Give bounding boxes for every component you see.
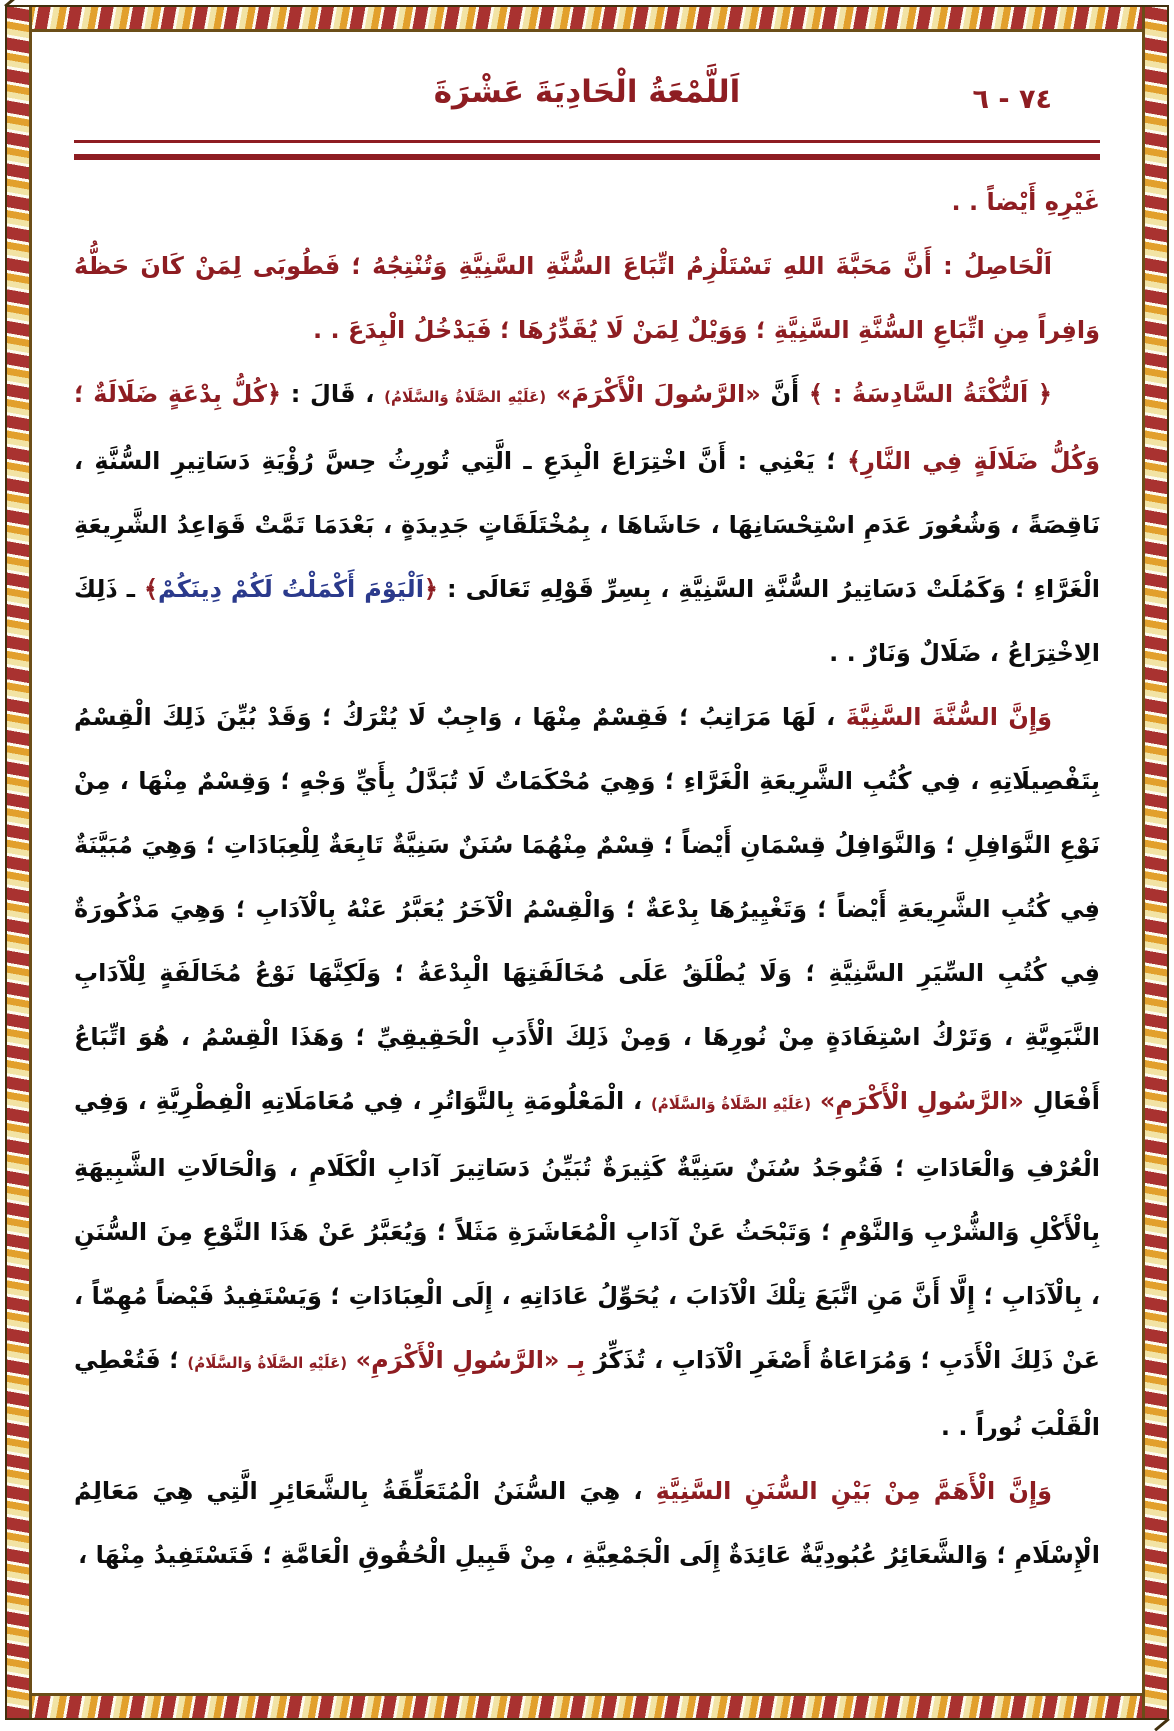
text-run: اَلْحَاصِلُ : أَنَّ مَحَبَّةَ اللهِ تَسْتَلْزِمُ اتِّبَاعَ السُّنَّةِ السَّنِيَّةِ وَتُنْتِجُهُ ؛ فَطُوبَى لِمَنْ كَانَ حَظُّهُ وَافِراً مِنِ اتِّبَاعِ السُّنَّةِ السَّنِيَّةِ ؛ وَوَيْلٌ لِمَنْ لَا يُقَدِّرُهَا ؛ فَيَدْخُلُ الْبِدَعَ . . [74, 252, 1100, 344]
ornate-bracket-close: ﴾ [143, 575, 158, 603]
salawat-roundel: (عَلَيْهِ الصَّلَاةُ وَالسَّلَامُ) [650, 1095, 812, 1113]
page-title: اَللَّمْعَةُ الْحَادِيَةَ عَشْرَةَ [433, 74, 741, 110]
ornate-bracket-open: ﴿ [423, 575, 438, 603]
paragraph-shaair [74, 1459, 1100, 1587]
salawat-roundel: (عَلَيْهِ الصَّلَاةُ وَالسَّلَامُ) [187, 1354, 348, 1372]
text-run: غَيْرِهِ أَيْضاً . . [951, 188, 1100, 216]
text-run: ؛ فَتُعْطِي الْقَلْبَ نُوراً . . [74, 1346, 1100, 1441]
page-content [32, 32, 1142, 1693]
text-run: ؛ يَعْنِي : أَنَّ اخْتِرَاعَ الْبِدَعِ ـ الَّتِي تُورِثُ حِسَّ رُؤْيَةِ دَسَاتِيرِ السُّنَّةِ ، نَاقِصَةً ، وَشُعُورَ عَدَمِ اسْتِحْسَانِهَا ، حَاشَاهَا ، بِمُخْتَلَقَاتٍ جَدِيدَةٍ ، بَعْدَمَا تَمَّتْ قَوَاعِدُ الشَّرِيعَةِ الْغَرَّاءِ ؛ وَكَمُلَتْ دَسَاتِيرُ السُّنَّةِ السَّنِيَّةِ ، بِسِرِّ قَوْلِهِ تَعَالَى : [74, 447, 1100, 603]
text-run: ، قَالَ : [280, 380, 385, 408]
salawat-roundel: (عَلَيْهِ الصَّلَاةُ وَالسَّلَامُ) [384, 388, 547, 406]
text-run: ، هِيَ السُّنَنُ الْمُتَعَلِّقَةُ بِالشَّعَائِرِ الَّتِي هِيَ مَعَالِمُ الْإِسْلَامِ ؛ وَالشَّعَائِرُ عُبُودِيَّةٌ عَائِدَةٌ إِلَى الْجَمْعِيَّةِ ، مِنْ قَبِيلِ الْحُقُوقِ الْعَامَّةِ ؛ فَتَسْتَفِيدُ مِنْهَا ، [74, 1477, 1100, 1569]
page-number: ٧٤ - ٦ [972, 84, 1052, 115]
text-run-rasul: بِـ «الرَّسُولِ الْأَكْرَمِ» [347, 1346, 586, 1374]
text-run: ، الْمَعْلُومَةِ بِالتَّوَاتُرِ ، فِي مُعَامَلَاتِهِ الْفِطْرِيَّةِ ، وَفِي الْعُرْفِ وَالْعَادَاتِ ؛ فَتُوجَدُ سُنَنٌ سَنِيَّةٌ كَثِيرَةٌ تُبَيِّنُ دَسَاتِيرَ آدَابِ الْكَلَامِ ، وَالْحَالَاتِ الشَّبِيهَةِ بِالْأَكْلِ وَالشُّرْبِ وَالنَّوْمِ ؛ وَتَبْحَثُ عَنْ آدَابِ الْمُعَاشَرَةِ مَثَلاً ؛ وَيُعَبَّرُ عَنْ هَذَا النَّوْعِ مِنَ السُّنَنِ ، بِالْآدَابِ ؛ إِلَّا أَنَّ مَنِ اتَّبَعَ تِلْكَ الْآدَابَ ، يُحَوِّلُ عَادَاتِهِ ، إِلَى الْعِبَادَاتِ ؛ وَيَسْتَفِيدُ فَيْضاً مُهِمّاً ، عَنْ ذَلِكَ الْأَدَبِ ؛ وَمُرَاعَاةُ أَصْغَرِ الْآدَابِ ، تُذَكِّرُ [74, 1087, 1100, 1374]
text-run-rasul: «الرَّسُولَ الْأَكْرَمَ» [546, 380, 761, 408]
border-chain-top [7, 7, 1167, 32]
paragraph-sunnah-levels [74, 685, 1100, 1459]
lead-phrase: وَإِنَّ الْأَهَمَّ مِنْ بَيْنِ السُّنَنِ السَّنِيَّةِ [655, 1477, 1052, 1505]
text-run: أَنَّ [760, 380, 800, 408]
lead-phrase: وَإِنَّ السُّنَّةَ السَّنِيَّةَ [845, 703, 1052, 731]
border-corner-spur-bottomright [1154, 1718, 1170, 1731]
border-chain-bottom [7, 1693, 1167, 1718]
border-chain-right [1142, 7, 1167, 1718]
paragraph-sixth-point [74, 362, 1100, 685]
page-header [74, 62, 1100, 132]
quran-verse: اَلْيَوْمَ أَكْمَلْتُ لَكُمْ دِينَكُمْ [158, 575, 424, 603]
text-run: ، لَهَا مَرَاتِبُ ؛ فَقِسْمٌ مِنْهَا ، وَاجِبٌ لَا يُتْرَكُ ؛ وَقَدْ بُيِّنَ ذَلِكَ الْقِسْمُ بِتَفْصِيلَاتِهِ ، فِي كُتُبِ الشَّرِيعَةِ الْغَرَّاءِ ؛ وَهِيَ مُحْكَمَاتٌ لَا تُبَدَّلُ بِأَيِّ وَجْهٍ ؛ وَقِسْمٌ مِنْهَا ، مِنْ نَوْعِ النَّوَافِلِ ؛ وَالنَّوَافِلُ قِسْمَانِ أَيْضاً ؛ قِسْمٌ مِنْهُمَا سُنَنٌ سَنِيَّةٌ تَابِعَةٌ لِلْعِبَادَاتِ ؛ وَهِيَ مُبَيَّنَةٌ فِي كُتُبِ الشَّرِيعَةِ أَيْضاً ؛ وَتَغْيِيرُهَا بِدْعَةٌ ؛ وَالْقِسْمُ الْآخَرُ يُعَبَّرُ عَنْهُ بِالْآدَابِ ؛ وَهِيَ مَذْكُورَةٌ فِي كُتُبِ السِّيَرِ السَّنِيَّةِ ؛ وَلَا يُطْلَقُ عَلَى مُخَالَفَتِهَا الْبِدْعَةُ ؛ وَلَكِنَّهَا نَوْعُ مُخَالَفَةٍ لِلْآدَابِ النَّبَوِيَّةِ ، وَتَرْكُ اسْتِفَادَةٍ مِنْ نُورِهَا ، وَمِنْ ذَلِكَ الْأَدَبِ الْحَقِيقِيِّ ؛ وَهَذَا الْقِسْمُ ، هُوَ اتِّبَاعُ أَفْعَالِ [74, 703, 1101, 1115]
paragraph-conclusion [74, 234, 1100, 362]
border-chain-left [7, 7, 32, 1718]
hadith-quote: ﴿كُلُّ بِدْعَةٍ ضَلَالَةٌ ؛ وَكُلُّ ضَلَالَةٍ فِي النَّارِ﴾ [74, 380, 1101, 475]
body-text [74, 170, 1100, 1587]
text-run: ـ ذَلِكَ الِاخْتِرَاعُ ، ضَلَالٌ وَنَارٌ . . [74, 575, 1100, 667]
text-run-rasul: «الرَّسُولِ الْأَكْرَمِ» [811, 1087, 1024, 1115]
section-heading-ornate: ﴿ اَلنُّكْتَةُ السَّادِسَةُ : ﴾ [799, 380, 1052, 408]
header-double-rule [74, 140, 1100, 160]
paragraph-continuation [74, 170, 1100, 234]
